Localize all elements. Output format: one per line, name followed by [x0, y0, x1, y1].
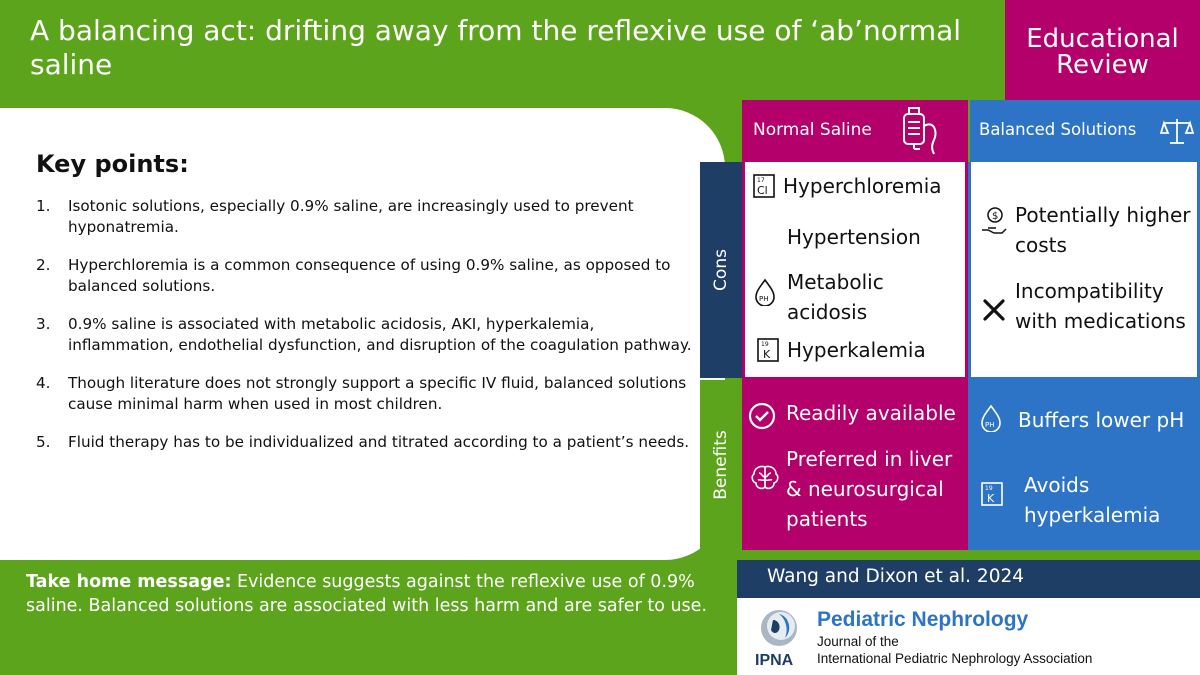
journal-block — [737, 598, 1200, 675]
list-item — [36, 314, 696, 356]
take-home-text: Evidence suggests against the reflexive use of 0.9% saline. Balanced solutions are associated with less harm and are safer to use. — [26, 572, 708, 616]
list-text: Fluid therapy has to be individualized and titrated according to a patient’s needs. — [68, 433, 690, 451]
scale-icon — [1160, 116, 1194, 146]
check-circle-icon — [748, 402, 776, 430]
page-title: A balancing act: drifting away from the reflexive use of ‘ab’normal saline — [30, 14, 962, 81]
normal-saline-header — [742, 100, 968, 162]
list-number: 2. — [36, 256, 51, 274]
k-number: 19 — [985, 485, 993, 492]
k-symbol: K — [763, 348, 771, 361]
cons-row-label — [700, 162, 742, 378]
benefit-readily-available: Readily available — [786, 401, 956, 425]
chlorine-element-icon — [753, 174, 775, 198]
list-text: Hyperchloremia is a common consequence of using 0.9% saline, as opposed to balanced solutions. — [68, 256, 671, 295]
normal-saline-cons-panel — [745, 162, 965, 377]
k-symbol: K — [987, 492, 995, 505]
benefits-row-label — [700, 380, 742, 550]
ipna-logo-text: IPNA — [755, 652, 794, 669]
benefit-avoids-hyperkalemia: Avoids hyperkalemia — [1024, 473, 1161, 527]
list-number: 1. — [36, 197, 51, 215]
x-mark-icon — [982, 298, 1006, 322]
educational-review-badge — [1005, 0, 1200, 100]
cl-number: 17 — [757, 177, 765, 184]
svg-text:$: $ — [992, 211, 999, 222]
badge-line-2: Review — [1056, 50, 1149, 80]
key-points-list — [36, 196, 696, 470]
dollar-hand-icon — [980, 206, 1008, 236]
balanced-solutions-title: Balanced Solutions — [979, 120, 1137, 139]
ph-text: PH — [759, 295, 769, 303]
con-hyperchloremia: Hyperchloremia — [783, 174, 942, 198]
con-metabolic-acidosis: Metabolic acidosis — [787, 270, 884, 324]
brain-icon — [750, 464, 780, 492]
balanced-benefits-cell — [968, 380, 1200, 550]
benefit-buffers-ph: Buffers lower pH — [1018, 408, 1185, 432]
journal-subtitle-1: Journal of the — [817, 634, 899, 649]
k-number: 19 — [761, 341, 769, 348]
take-home-label: Take home message: — [26, 572, 232, 592]
benefits-label: Benefits — [711, 430, 731, 500]
list-item — [36, 255, 696, 297]
con-incompatibility: Incompatibility with medications — [1015, 279, 1186, 333]
list-number: 3. — [36, 315, 51, 333]
list-item — [36, 373, 696, 415]
normal-saline-benefits-cell — [742, 380, 968, 550]
list-text: Though literature does not strongly support a specific IV fluid, balanced solutions cause minimal harm when used in most children. — [68, 374, 687, 413]
globe-logo-icon — [759, 608, 799, 648]
list-number: 4. — [36, 374, 51, 392]
normal-saline-cons-cell — [742, 162, 968, 380]
cons-label: Cons — [711, 249, 731, 291]
balanced-cons-panel — [971, 162, 1197, 377]
list-number: 5. — [36, 433, 51, 451]
con-hypertension: Hypertension — [787, 225, 921, 249]
ph-text: PH — [985, 421, 995, 429]
balanced-cons-cell — [968, 162, 1200, 380]
badge-line-1: Educational — [1026, 24, 1179, 54]
con-hyperkalemia: Hyperkalemia — [787, 338, 926, 362]
balanced-solutions-header — [970, 100, 1200, 162]
citation: Wang and Dixon et al. 2024 — [737, 560, 1200, 598]
iv-bag-icon — [900, 106, 944, 156]
potassium-element-icon — [981, 482, 1003, 506]
journal-subtitle-2: International Pediatric Nephrology Association — [817, 651, 1093, 666]
take-home-message — [26, 570, 716, 618]
potassium-element-icon — [757, 338, 779, 362]
key-points-heading: Key points: — [36, 150, 189, 178]
cl-symbol: Cl — [757, 184, 768, 197]
journal-title: Pediatric Nephrology — [817, 608, 1029, 631]
list-text: Isotonic solutions, especially 0.9% saline, are increasingly used to prevent hyponatremia. — [68, 197, 634, 236]
benefit-liver-neurosurgical: Preferred in liver & neurosurgical patients — [786, 447, 953, 531]
list-item — [36, 196, 696, 238]
list-item — [36, 432, 696, 453]
list-text: 0.9% saline is associated with metabolic acidosis, AKI, hyperkalemia, inflammation, endothelial dysfunction, and disruption of the coagulation pathway. — [68, 315, 692, 354]
con-higher-costs: Potentially higher costs — [1015, 203, 1191, 257]
ph-drop-icon — [753, 278, 777, 306]
ph-drop-icon — [979, 404, 1003, 432]
normal-saline-title: Normal Saline — [753, 120, 872, 140]
